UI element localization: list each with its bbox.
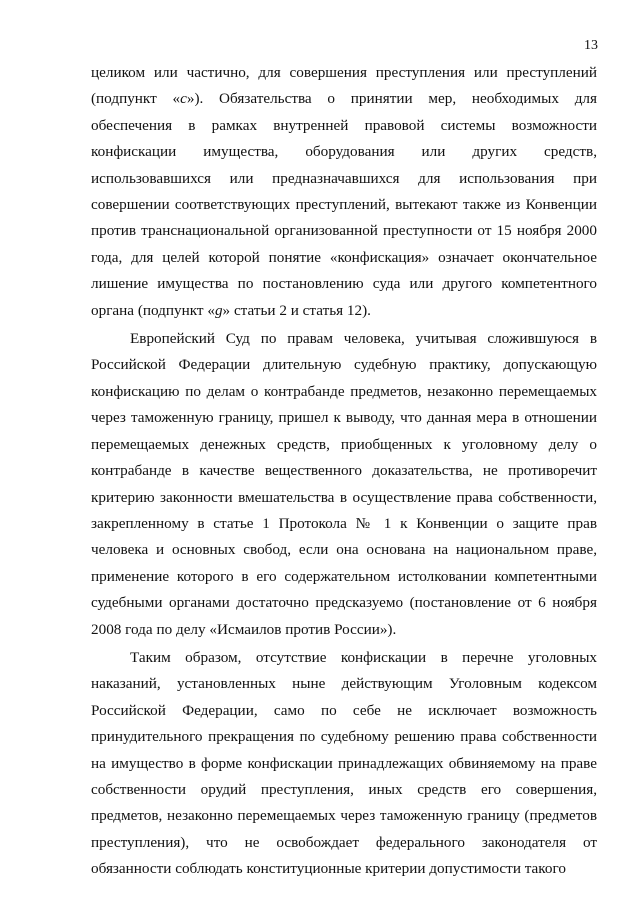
paragraph-text: целиком или частично, для совершения преступления или преступлений (подпункт « [91,64,597,108]
paragraph-continuation [91,60,597,324]
paragraph-echr: Европейский Суд по правам человека, учитывая сложившуюся в Российской Федерации длительную судебную практику, допускающую конфискацию по делам о контрабанде предметов, незаконно перемещаемых через таможенную границу, пришел к выводу, что данная мера в отношении перемещаемых денежных средств, приобщенных к уголовному делу о контрабанде в качестве вещественного доказательства, не противоречит критерию законности вмешательства в осуществление права собственности, закрепленному в статье 1 Протокола № 1 к Конвенции о защите прав человека и основных свобод, если она основана на национальном праве, применение которого в его содержательном истолковании компетентными судебными органами достаточно предсказуемо (постановление от 6 ноября 2008 года по делу «Исмаилов против России»). [91,330,597,638]
subparagraph-letter: g [214,301,223,319]
paragraph-conclusion: Таким образом, отсутствие конфискации в перечне уголовных наказаний, установленных ныне действующим Уголовным кодексом Российской Федерации, само по себе не исключает возможность принудительного прекращения по судебному решению права собственности на имущество в форме конфискации принадлежащих обвиняемому на праве собственности орудий преступления, иных средств его совершения, предметов, незаконно перемещаемых через таможенную границу (предметов преступления), что не освобождает федерального законодателя от обязанности соблюдать конституционные критерии допустимости такого [91,648,597,878]
subparagraph-letter: c [180,90,187,108]
paragraph-text: »). Обязательства о принятии мер, необходимых для обеспечения в рамках внутренней правовой системы возможности конфискации имущества, оборудования или других средств, использовавшихся или предназначавшихся для использования при совершении соответствующих преступлений, вытекают также из Конвенции против транснациональной организованной преступности от 15 ноября 2000 года, для целей которой понятие «конфискация» означает окончательное лишение имущества по постановлению суда или другого компетентного органа (подпункт « [91,90,597,319]
paragraph-text: » статьи 2 и статья 12). [222,301,371,319]
page-number: 13 [584,38,598,53]
body-text [91,60,597,883]
